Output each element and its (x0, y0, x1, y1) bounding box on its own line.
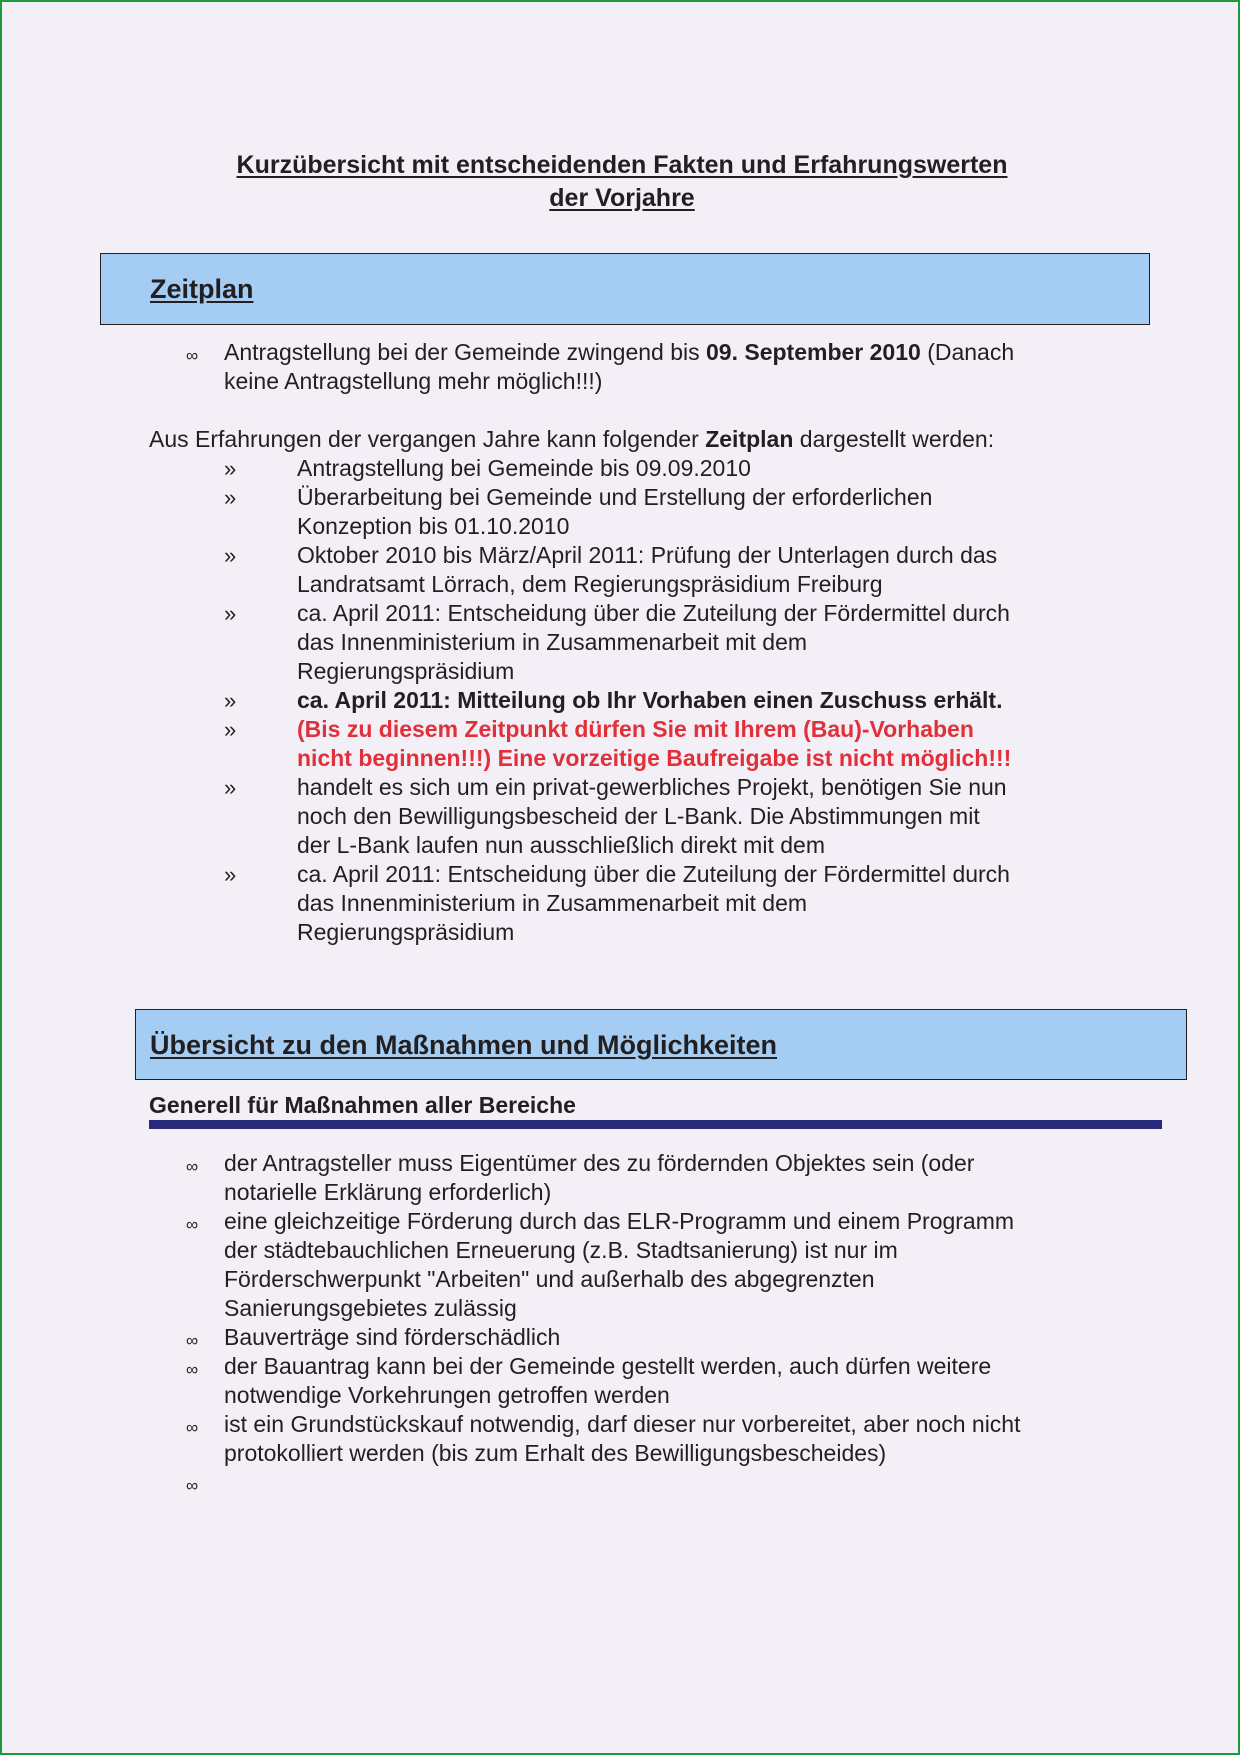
massnahmen-item (224, 1410, 1021, 1468)
zeitplan-item-symbol: » (224, 717, 237, 742)
massnahmen-item-line: ist ein Grundstückskauf notwendig, darf dieser nur vorbereitet, aber noch nicht (224, 1411, 1021, 1437)
zeitplan-item-line: Überarbeitung bei Gemeinde und Erstellung der erforderlichen (297, 484, 933, 510)
document-title (2, 149, 1240, 215)
massnahmen-item-line: Bauverträge sind förderschädlich (224, 1324, 561, 1350)
zeitplan-item (297, 715, 1011, 773)
bullet-symbol: ∞ (186, 346, 199, 365)
massnahmen-item (224, 1352, 991, 1410)
massnahmen-item-line: der Bauantrag kann bei der Gemeinde gestellt werden, auch dürfen weitere (224, 1353, 992, 1379)
massnahmen-item (224, 1207, 1014, 1323)
zeitplan-item (297, 860, 1010, 947)
zeitplan-item (297, 541, 997, 599)
section-divider (149, 1120, 1162, 1129)
massnahmen-item (224, 1323, 560, 1352)
title-line-2: der Vorjahre (549, 184, 695, 212)
zeitplan-item-line: ca. April 2011: Entscheidung über die Zuteilung der Fördermittel durch (297, 861, 1010, 887)
zeitplan-item-line: ca. April 2011: Mitteilung ob Ihr Vorhaben einen Zuschuss erhält. (297, 687, 1003, 713)
zeitplan-item-symbol: » (224, 775, 237, 800)
massnahmen-item-line: protokolliert werden (bis zum Erhalt des Bewilligungsbescheides) (224, 1440, 887, 1466)
massnahmen-item (224, 1149, 974, 1207)
zeitplan-item-line: ca. April 2011: Entscheidung über die Zuteilung der Fördermittel durch (297, 600, 1010, 626)
zeitplan-item-symbol: » (224, 688, 237, 713)
bullet-symbol: ∞ (186, 1215, 199, 1234)
bullet-symbol: ∞ (186, 1157, 199, 1176)
zeitplan-item-line: Oktober 2010 bis März/April 2011: Prüfung der Unterlagen durch das (297, 542, 998, 568)
zeitplan-item-line: der L-Bank laufen nun ausschließlich direkt mit dem (297, 832, 825, 858)
massnahmen-item-line: der städtebauchlichen Erneuerung (z.B. Stadtsanierung) ist nur im (224, 1237, 898, 1263)
zeitplan-item-symbol: » (224, 456, 237, 481)
title-line-1: Kurzübersicht mit entscheidenden Fakten und Erfahrungswerten (236, 151, 1008, 179)
zeitplan-item-line: Konzeption bis 01.10.2010 (297, 513, 570, 539)
zeitplan-item-line: (Bis zu diesem Zeitpunkt dürfen Sie mit Ihrem (Bau)-Vorhaben (297, 716, 974, 742)
bullet-symbol: ∞ (186, 1418, 199, 1437)
massnahmen-item-line: notarielle Erklärung erforderlich) (224, 1179, 552, 1205)
zeitplan-item (297, 686, 1002, 715)
zeitplan-item-line: Antragstellung bei Gemeinde bis 09.09.2010 (297, 455, 751, 481)
massnahmen-subheading: Generell für Maßnahmen aller Bereiche (149, 1092, 576, 1118)
zeitplan-item-line: Regierungspräsidium (297, 658, 515, 684)
zeitplan-item (297, 454, 751, 483)
zeitplan-item (297, 483, 932, 541)
zeitplan-item-line: noch den Bewilligungsbescheid der L-Bank. Die Abstimmungen mit (297, 803, 980, 829)
zeitplan-item-line: Landratsamt Lörrach, dem Regierungspräsidium Freiburg (297, 571, 883, 597)
zeitplan-item-line: nicht beginnen!!!) Eine vorzeitige Baufreigabe ist nicht möglich!!! (297, 745, 1012, 771)
zeitplan-item-symbol: » (224, 601, 237, 626)
zeitplan-item-line: das Innenministerium in Zusammenarbeit mit dem (297, 890, 808, 916)
massnahmen-item-line: Sanierungsgebietes zulässig (224, 1295, 517, 1321)
zeitplan-item-symbol: » (224, 862, 237, 887)
zeitplan-heading-box (100, 253, 1150, 325)
zeitplan-item-line: das Innenministerium in Zusammenarbeit mit dem (297, 629, 808, 655)
massnahmen-item-line: notwendige Vorkehrungen getroffen werden (224, 1382, 670, 1408)
bullet-symbol: ∞ (186, 1476, 199, 1495)
massnahmen-heading: Übersicht zu den Maßnahmen und Möglichkeiten (150, 1030, 778, 1060)
zeitplan-item (297, 773, 1007, 860)
bullet-symbol: ∞ (186, 1360, 199, 1379)
zeitplan-item-symbol: » (224, 543, 237, 568)
massnahmen-item-line: Förderschwerpunkt "Arbeiten" und außerhalb des abgegrenzten (224, 1266, 875, 1292)
massnahmen-item-line: eine gleichzeitige Förderung durch das ELR-Programm und einem Programm (224, 1208, 1015, 1234)
bullet-symbol: ∞ (186, 1331, 199, 1350)
massnahmen-item-line: der Antragsteller muss Eigentümer des zu fördernden Objektes sein (oder (224, 1150, 975, 1176)
zeitplan-heading: Zeitplan (150, 274, 254, 304)
zeitplan-intro: Aus Erfahrungen der vergangen Jahre kann folgender Zeitplan dargestellt werden: (149, 426, 995, 452)
zeitplan-item-symbol: » (224, 485, 237, 510)
first-bullet-text: Antragstellung bei der Gemeinde zwingend bis 09. September 2010 (Danach keine Antragstellung mehr möglich!!!) (224, 339, 1015, 394)
zeitplan-item-line: Regierungspräsidium (297, 919, 515, 945)
zeitplan-item-line: handelt es sich um ein privat-gewerbliches Projekt, benötigen Sie nun (297, 774, 1007, 800)
massnahmen-heading-box (135, 1009, 1187, 1080)
zeitplan-item (297, 599, 1010, 686)
